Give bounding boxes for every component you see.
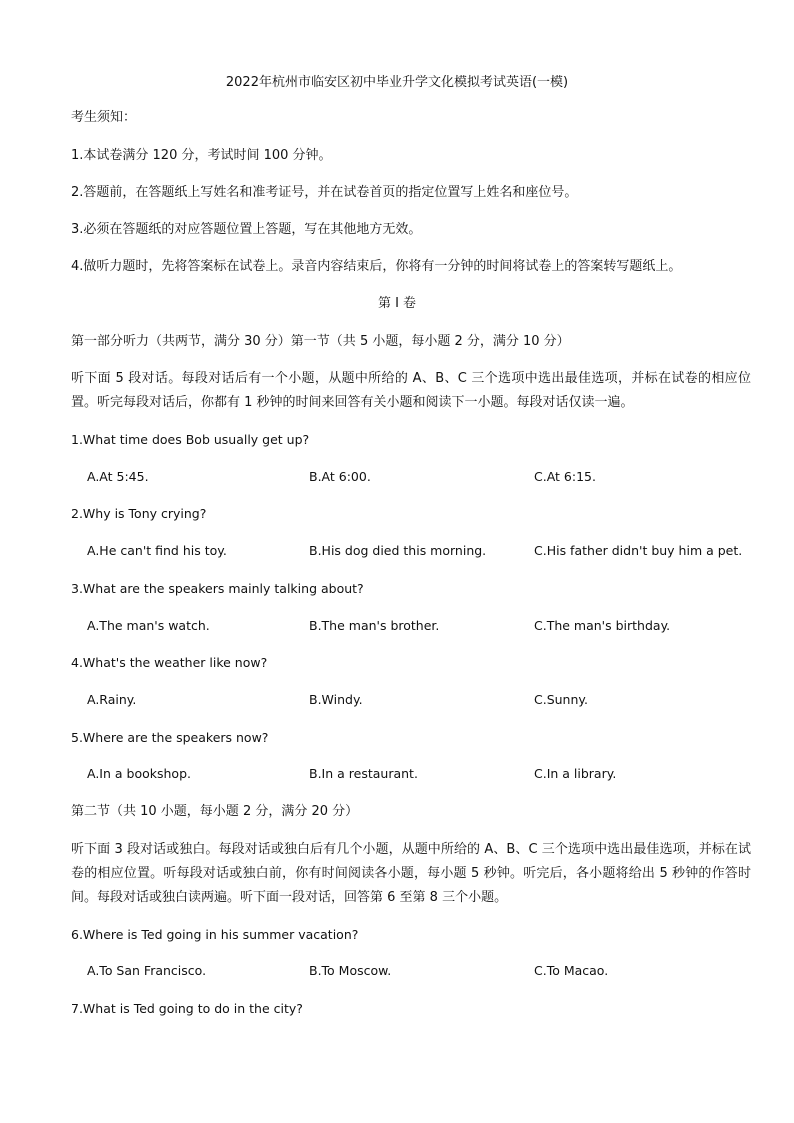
notice-item: 1.本试卷满分 120 分，考试时间 100 分钟。 (71, 148, 332, 163)
option-1b: B.At 6:00. (309, 469, 371, 484)
part1-heading: 第一部分听力（共两节，满分 30 分）第一节（共 5 小题，每小题 2 分，满分 10 分） (71, 334, 570, 349)
option-6b: B.To Moscow. (309, 963, 392, 978)
option-5b: B.In a restaurant. (309, 766, 418, 781)
question-2: 2.Why is Tony crying? (71, 506, 207, 521)
option-2a: A.He can't find his toy. (87, 543, 227, 558)
option-1a: A.At 5:45. (87, 469, 149, 484)
option-3c: C.The man's birthday. (534, 618, 671, 633)
notice-item: 2.答题前，在答题纸上写姓名和准考证号，并在试卷首页的指定位置写上姓名和座位号。 (71, 185, 578, 200)
option-5c: C.In a library. (534, 766, 617, 781)
option-2c: C.His father didn't buy him a pet. (534, 543, 743, 558)
volume-label: 第 I 卷 (377, 296, 417, 311)
option-6c: C.To Macao. (534, 963, 609, 978)
option-4c: C.Sunny. (534, 692, 588, 707)
section2-heading: 第二节（共 10 小题，每小题 2 分，满分 20 分） (71, 804, 359, 819)
section1-instructions: 听下面 5 段对话。每段对话后有一个小题，从题中所给的 A、B、C 三个选项中选出最佳选项，并标在试卷的相应位置。听完每段对话后，你都有 1 秒钟的时间来回答有关小题和阅读下一小题。每段对话仅读一遍。 (71, 371, 751, 410)
notice-item: 4.做听力题时，先将答案标在试卷上。录音内容结束后，你将有一分钟的时间将试卷上的答案转写题纸上。 (71, 259, 682, 274)
option-3a: A.The man's watch. (87, 618, 210, 633)
option-4a: A.Rainy. (87, 692, 137, 707)
option-6a: A.To San Francisco. (87, 963, 207, 978)
section2-instructions: 听下面 3 段对话或独白。每段对话或独白后有几个小题，从题中所给的 A、B、C 三个选项中选出最佳选项，并标在试卷的相应位置。听每段对话或独白前，你有时间阅读各小题，每小题 5 秒钟。听完后，各小题将给出 5 秒钟的作答时间。每段对话或独白读两遍。听下面一段对话，回答第 6 至第 8 三个小题。 (71, 842, 751, 905)
exam-title: 2022年杭州市临安区初中毕业升学文化模拟考试英语(一模) (225, 75, 569, 90)
option-1c: C.At 6:15. (534, 469, 596, 484)
question-3: 3.What are the speakers mainly talking about? (71, 581, 364, 596)
option-3b: B.The man's brother. (309, 618, 440, 633)
question-5: 5.Where are the speakers now? (71, 730, 269, 745)
option-4b: B.Windy. (309, 692, 363, 707)
option-2b: B.His dog died this morning. (309, 543, 487, 558)
question-1: 1.What time does Bob usually get up? (71, 432, 310, 447)
option-5a: A.In a bookshop. (87, 766, 191, 781)
notice-item: 3.必须在答题纸的对应答题位置上答题，写在其他地方无效。 (71, 222, 422, 237)
question-7: 7.What is Ted going to do in the city? (71, 1001, 303, 1016)
notice-heading: 考生须知： (71, 110, 137, 125)
question-4: 4.What's the weather like now? (71, 655, 268, 670)
question-6: 6.Where is Ted going in his summer vacation? (71, 927, 359, 942)
